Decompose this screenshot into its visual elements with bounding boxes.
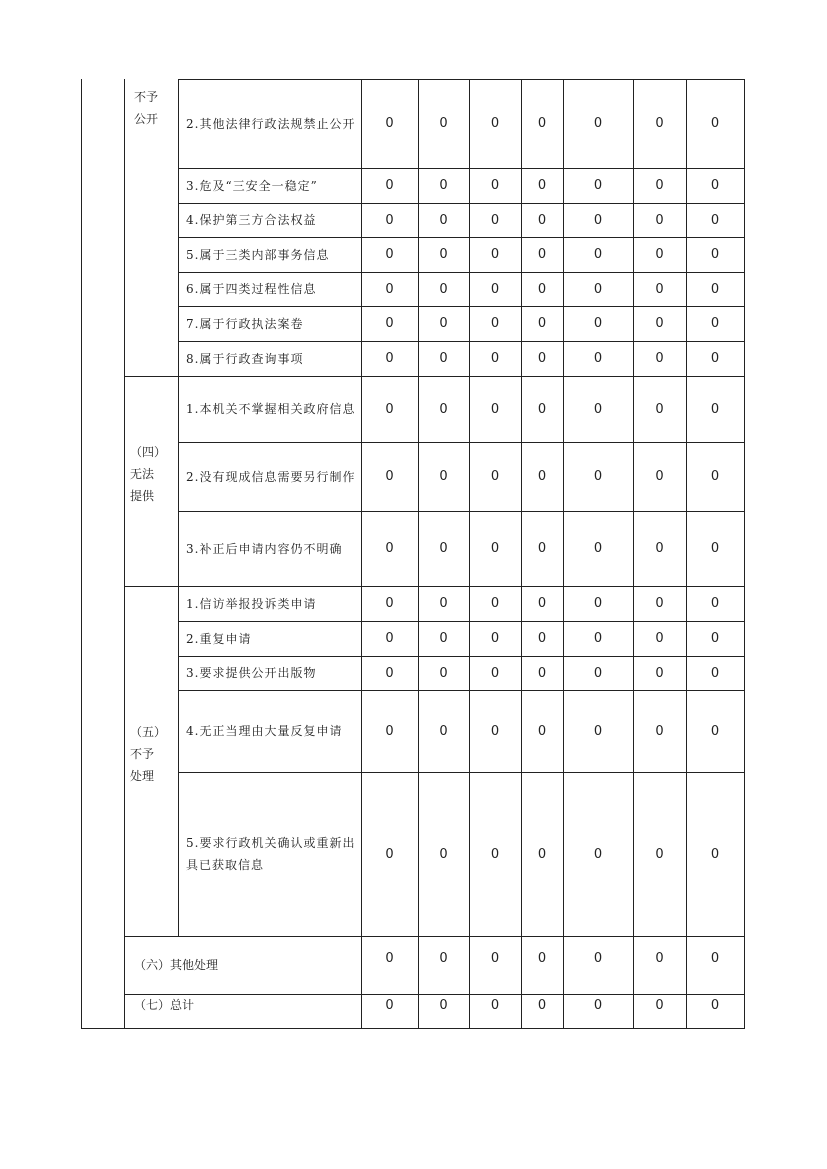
- value-cell: 0: [439, 116, 448, 131]
- value-cell: 0: [385, 351, 394, 366]
- value-cell: 0: [490, 247, 500, 262]
- row-label: 1.信访举报投诉类申请: [186, 596, 317, 611]
- value-cell: 0: [655, 950, 664, 966]
- value-cell: 0: [593, 316, 603, 331]
- value-cell: 0: [385, 596, 394, 611]
- value-cell: 0: [385, 723, 394, 739]
- value-cell: 0: [490, 997, 500, 1013]
- value-cell: 0: [490, 665, 500, 681]
- row-label: 2.重复申请: [186, 631, 252, 646]
- value-cell: 0: [490, 116, 500, 131]
- row-label: 3.补正后申请内容仍不明确: [186, 541, 343, 556]
- row-label: 1.本机关不掌握相关政府信息: [186, 402, 356, 416]
- category-unable-to-provide: （四） 无法 提供: [130, 445, 167, 503]
- row-label: 2.没有现成信息需要另行制作: [186, 469, 356, 484]
- value-cell: 0: [490, 212, 500, 228]
- value-cell: 0: [537, 631, 547, 646]
- value-cell: 0: [385, 997, 394, 1013]
- row-label: 3.要求提供公开出版物: [186, 666, 317, 680]
- value-cell: 0: [710, 997, 720, 1013]
- value-cell: 0: [655, 631, 664, 646]
- table-border-right: [744, 79, 745, 1029]
- value-cell: 0: [655, 281, 664, 297]
- value-cell: 0: [439, 596, 448, 611]
- value-cell: 0: [537, 316, 547, 331]
- value-cell: 0: [537, 950, 547, 966]
- value-cell: 0: [537, 723, 547, 739]
- row-label: 4.无正当理由大量反复申请: [186, 724, 343, 738]
- value-cell: 0: [710, 178, 720, 193]
- value-cell: 0: [593, 631, 603, 646]
- value-cell: 0: [710, 631, 720, 646]
- value-cell: 0: [439, 281, 448, 297]
- value-cell: 0: [537, 596, 547, 611]
- value-cell: 0: [593, 950, 603, 966]
- value-cell: 0: [710, 541, 720, 556]
- value-cell: 0: [710, 846, 720, 862]
- value-cell: 0: [710, 469, 720, 484]
- value-cell: 0: [439, 541, 448, 556]
- value-cell: 0: [385, 281, 394, 297]
- value-cell: 0: [490, 541, 500, 556]
- value-cell: 0: [593, 665, 603, 681]
- value-cell: 0: [385, 212, 394, 228]
- value-cell: 0: [490, 401, 500, 417]
- value-cell: 0: [710, 116, 720, 131]
- value-cell: 0: [490, 723, 500, 739]
- value-cell: 0: [439, 846, 448, 862]
- category-not-disclosed: 不予 公开: [134, 90, 159, 126]
- value-cell: 0: [593, 997, 603, 1013]
- value-cell: 0: [385, 665, 394, 681]
- value-cell: 0: [593, 401, 603, 417]
- value-cell: 0: [710, 401, 720, 417]
- value-cell: 0: [490, 281, 500, 297]
- value-cell: 0: [537, 997, 547, 1013]
- value-cell: 0: [439, 212, 448, 228]
- value-cell: 0: [385, 116, 394, 131]
- value-cell: 0: [655, 469, 664, 484]
- value-cell: 0: [385, 631, 394, 646]
- value-cell: 0: [593, 846, 603, 862]
- value-cell: 0: [385, 950, 394, 966]
- value-cell: 0: [537, 281, 547, 297]
- value-cell: 0: [439, 997, 448, 1013]
- value-cell: 0: [537, 351, 547, 366]
- value-cell: 0: [439, 178, 448, 193]
- value-cell: 0: [593, 116, 603, 131]
- value-cell: 0: [593, 596, 603, 611]
- row-label: 3.危及“三安全一稳定”: [186, 178, 318, 193]
- value-cell: 0: [655, 401, 664, 417]
- value-cell: 0: [710, 723, 720, 739]
- value-cell: 0: [490, 178, 500, 193]
- value-cell: 0: [439, 247, 448, 262]
- value-cell: 0: [537, 846, 547, 862]
- value-cell: 0: [593, 247, 603, 262]
- table-border-bottom: [81, 1028, 745, 1029]
- value-cell: 0: [439, 950, 448, 966]
- value-cell: 0: [655, 596, 664, 611]
- value-cell: 0: [710, 316, 720, 331]
- value-cell: 0: [710, 351, 720, 366]
- value-cell: 0: [655, 351, 664, 366]
- value-cell: 0: [710, 281, 720, 297]
- row-label: 8.属于行政查询事项: [186, 351, 304, 366]
- value-cell: 0: [537, 401, 547, 417]
- value-cell: 0: [710, 665, 720, 681]
- category-other-handling: （六）其他处理: [134, 958, 219, 972]
- value-cell: 0: [710, 247, 720, 262]
- value-cell: 0: [537, 469, 547, 484]
- value-cell: 0: [655, 665, 664, 681]
- value-cell: 0: [593, 212, 603, 228]
- row-label: 5.属于三类内部事务信息: [186, 247, 330, 262]
- value-cell: 0: [655, 997, 664, 1013]
- value-cell: 0: [537, 212, 547, 228]
- value-cell: 0: [710, 596, 720, 611]
- value-cell: 0: [490, 596, 500, 611]
- value-cell: 0: [537, 247, 547, 262]
- value-cell: 0: [439, 316, 448, 331]
- value-cell: 0: [593, 178, 603, 193]
- value-cell: 0: [710, 950, 720, 966]
- value-cell: 0: [593, 351, 603, 366]
- value-cell: 0: [385, 316, 394, 331]
- value-cell: 0: [385, 846, 394, 862]
- value-cell: 0: [655, 116, 664, 131]
- value-cell: 0: [655, 178, 664, 193]
- value-cell: 0: [655, 212, 664, 228]
- value-cell: 0: [385, 247, 394, 262]
- category-column-border: [124, 79, 125, 1029]
- value-cell: 0: [655, 316, 664, 331]
- value-cell: 0: [439, 401, 448, 417]
- value-cell: 0: [490, 316, 500, 331]
- row-label: 5.要求行政机关确认或重新出具已获取信息: [186, 836, 356, 872]
- value-cell: 0: [655, 541, 664, 556]
- value-cell: 0: [385, 541, 394, 556]
- value-cell: 0: [490, 469, 500, 484]
- value-cell: 0: [537, 116, 547, 131]
- value-cell: 0: [655, 723, 664, 739]
- value-cell: 0: [439, 351, 448, 366]
- value-cell: 0: [385, 401, 394, 417]
- row-label: 6.属于四类过程性信息: [186, 282, 317, 296]
- value-cell: 0: [593, 281, 603, 297]
- value-cell: 0: [710, 212, 720, 228]
- value-cell: 0: [439, 469, 448, 484]
- item-column-border: [178, 79, 179, 936]
- value-cell: 0: [385, 178, 394, 193]
- value-cell: 0: [537, 178, 547, 193]
- value-cell: 0: [655, 247, 664, 262]
- table-border-left: [81, 79, 82, 1029]
- value-cell: 0: [385, 469, 394, 484]
- value-cell: 0: [593, 541, 603, 556]
- value-cell: 0: [490, 846, 500, 862]
- value-cell: 0: [537, 665, 547, 681]
- row-label: 4.保护第三方合法权益: [186, 213, 317, 227]
- value-cell: 0: [537, 541, 547, 556]
- value-cell: 0: [655, 846, 664, 862]
- value-cell: 0: [490, 631, 500, 646]
- value-cell: 0: [490, 950, 500, 966]
- value-cell: 0: [593, 723, 603, 739]
- value-cell: 0: [439, 665, 448, 681]
- value-cell: 0: [593, 469, 603, 484]
- row-label: 7.属于行政执法案卷: [186, 316, 304, 331]
- value-cell: 0: [439, 631, 448, 646]
- category-not-processed: （五） 不予 处理: [130, 725, 167, 783]
- row-label: 2.其他法律行政法规禁止公开: [186, 116, 356, 131]
- value-cell: 0: [439, 723, 448, 739]
- value-cell: 0: [490, 351, 500, 366]
- category-total: （七）总计: [134, 998, 195, 1012]
